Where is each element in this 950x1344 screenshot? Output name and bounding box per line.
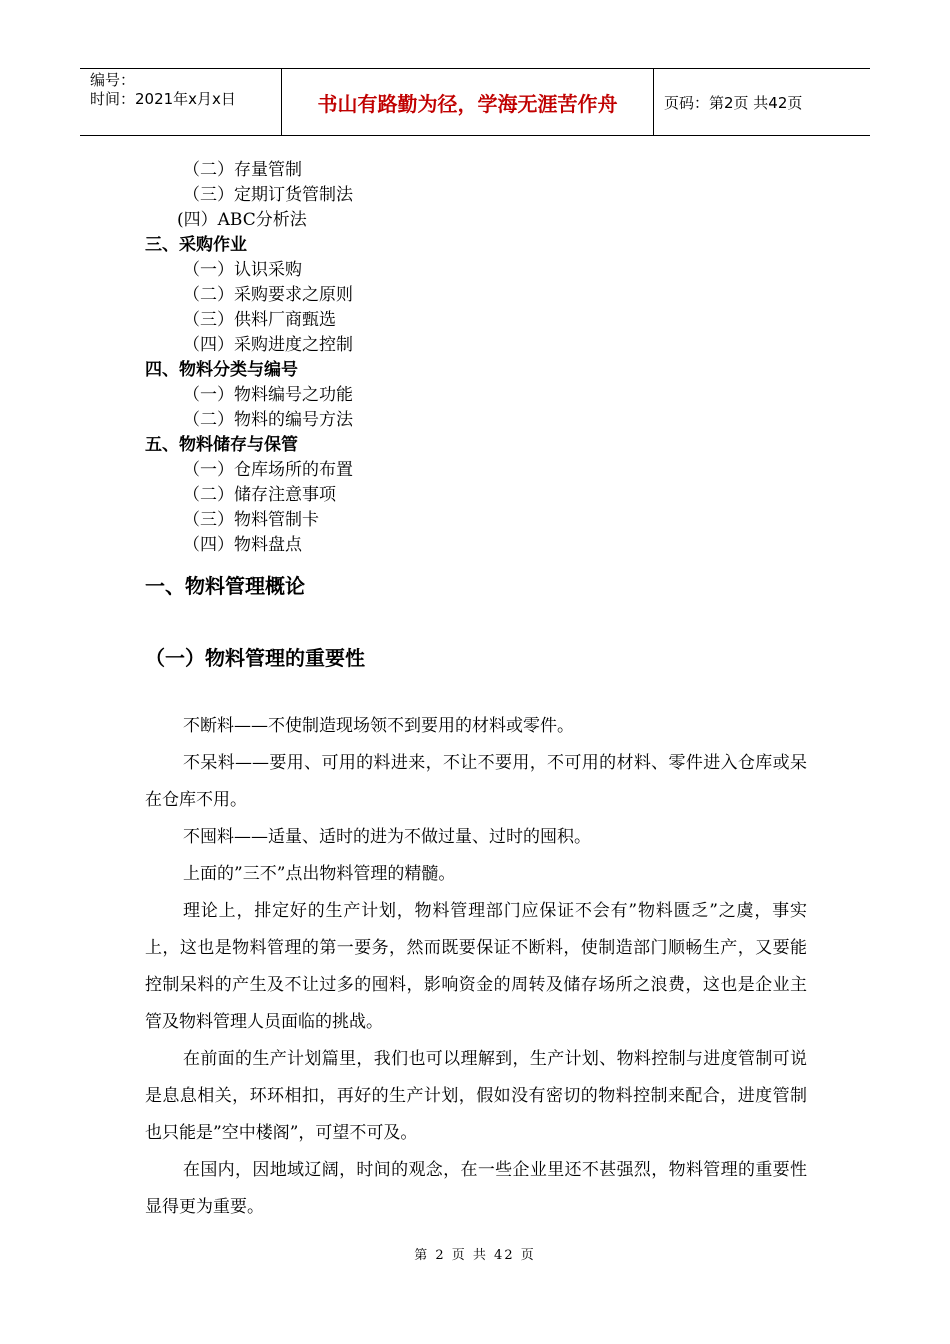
toc-item: （一）仓库场所的布置 — [183, 460, 353, 480]
toc-item: （二）储存注意事项 — [183, 485, 336, 505]
paragraph: 理论上，排定好的生产计划，物料管理部门应保证不会有”物料匮乏”之虞，事实上，这也是物料管理的第一要务，然而既要保证不断料，使制造部门顺畅生产，又要能控制呆料的产生及不让过多的囤料，影响资金的周转及储存场所之浪费，这也是企业主管及物料管理人员面临的挑战。 — [145, 901, 807, 1032]
subsection-heading: （一）物料管理的重要性 — [145, 646, 365, 670]
header-motto: 书山有路勤为径，学海无涯苦作舟 — [282, 69, 654, 135]
toc-item: （二）物料的编号方法 — [183, 410, 353, 430]
toc-item: （一）认识采购 — [183, 260, 302, 280]
toc-item: （二）存量管制 — [183, 160, 302, 180]
toc-section: 五、物料储存与保管 — [145, 435, 298, 455]
time-label: 时间：2021年x月x日 — [90, 90, 236, 108]
toc-item: （四）采购进度之控制 — [183, 335, 353, 355]
paragraph: 上面的”三不”点出物料管理的精髓。 — [183, 864, 456, 884]
toc-item: （二）采购要求之原则 — [183, 285, 353, 305]
toc-item: （三）物料管制卡 — [183, 510, 319, 530]
paragraph: 不呆料——要用、可用的料进来，不让不要用，不可用的材料、零件进入仓库或呆在仓库不用。 — [145, 753, 807, 810]
page-footer: 第 2 页 共 42 页 — [414, 1248, 536, 1263]
header-page-info: 页码：第2页 共42页 — [664, 93, 803, 112]
table-of-contents — [145, 158, 353, 558]
page-header — [80, 68, 870, 136]
toc-item: （四）物料盘点 — [183, 535, 302, 555]
toc-item: (四）ABC分析法 — [177, 210, 307, 230]
number-label: 编号： — [90, 71, 136, 89]
toc-section: 三、采购作业 — [145, 235, 247, 255]
paragraph: 在前面的生产计划篇里，我们也可以理解到，生产计划、物料控制与进度管制可说是息息相关，环环相扣，再好的生产计划，假如没有密切的物料控制来配合，进度管制也只能是”空中楼阁”，可望不可及。 — [145, 1049, 807, 1143]
section-heading: 一、物料管理概论 — [145, 574, 305, 598]
body-text — [145, 708, 807, 1226]
header-meta — [80, 69, 282, 135]
paragraph: 不囤料——适量、适时的进为不做过量、过时的囤积。 — [183, 827, 591, 847]
toc-item: （三）供料厂商甄选 — [183, 310, 336, 330]
toc-section: 四、物料分类与编号 — [145, 360, 298, 380]
toc-item: （三）定期订货管制法 — [183, 185, 353, 205]
paragraph: 在国内，因地域辽阔，时间的观念，在一些企业里还不甚强烈，物料管理的重要性显得更为重要。 — [145, 1160, 807, 1217]
toc-item: （一）物料编号之功能 — [183, 385, 353, 405]
paragraph: 不断料——不使制造现场领不到要用的材料或零件。 — [183, 716, 574, 736]
